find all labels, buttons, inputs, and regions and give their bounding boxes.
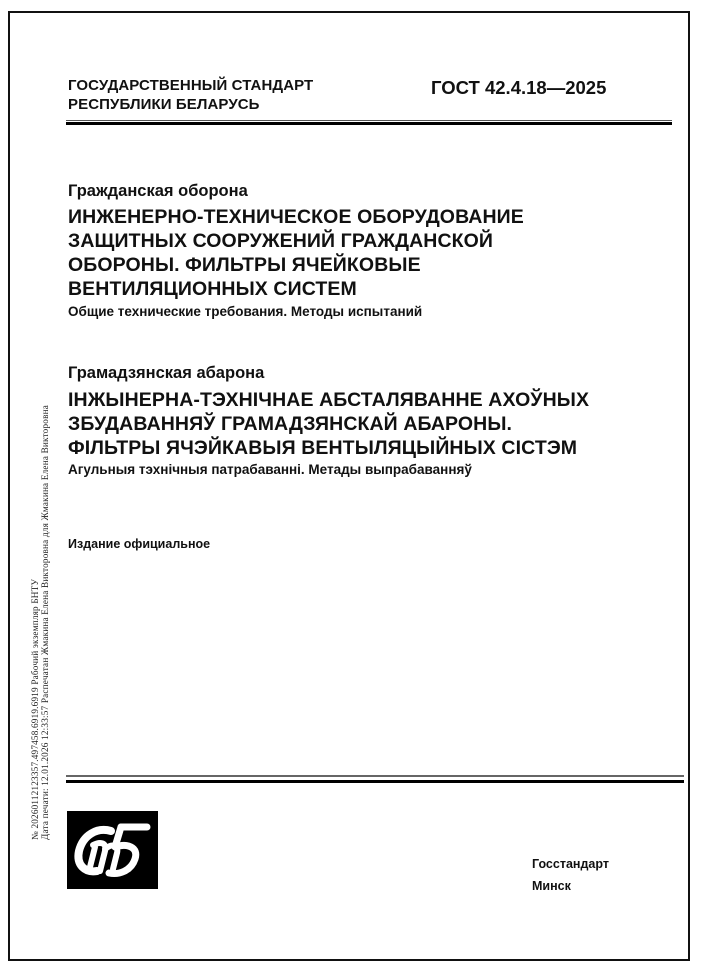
russian-title-line: ВЕНТИЛЯЦИОННЫХ СИСТЕМ — [68, 278, 357, 300]
watermark-line-2: Дата печати: 12.01.2026 12:33:57 Распечатан Жмакина Елена Викторовна для Жмакина Елена Викторовна — [40, 405, 50, 840]
russian-title-line: ОБОРОНЫ. ФИЛЬТРЫ ЯЧЕЙКОВЫЕ — [68, 254, 421, 276]
belarusian-title-line: ЗБУДАВАННЯЎ ГРАМАДЗЯНСКАЙ АБАРОНЫ. — [68, 413, 513, 435]
russian-title — [68, 205, 524, 301]
footer-divider-thick — [66, 780, 684, 783]
publisher-name: Госстандарт — [532, 857, 609, 871]
publisher-block — [532, 853, 609, 897]
belarusian-title-line: ФІЛЬТРЫ ЯЧЭЙКАВЫЯ ВЕНТЫЛЯЦЫЙНЫХ СІСТЭМ — [68, 437, 578, 459]
issuer-line-2: РЕСПУБЛИКИ БЕЛАРУСЬ — [68, 96, 260, 113]
issuer-block — [68, 76, 313, 114]
publisher-city: Минск — [532, 879, 571, 893]
belarusian-title-line: ІНЖЫНЕРНА-ТЭХНІЧНАЕ АБСТАЛЯВАННЕ АХОЎНЫХ — [68, 389, 590, 411]
official-edition-label: Издание официальное — [68, 537, 211, 551]
belarusian-subtitle: Агульныя тэхнічныя патрабаванні. Метады выпрабаванняў — [68, 462, 472, 477]
gosstandart-logo-icon — [67, 811, 158, 889]
issuer-line-1: ГОСУДАРСТВЕННЫЙ СТАНДАРТ — [68, 77, 314, 94]
header-divider-thick — [66, 122, 672, 125]
russian-subtitle: Общие технические требования. Методы испытаний — [68, 304, 423, 319]
watermark-line-1: № 20260112123357.497458.6919.6919 Рабочий экземпляр БНТУ — [30, 578, 40, 840]
russian-title-line: ЗАЩИТНЫХ СООРУЖЕНИЙ ГРАЖДАНСКОЙ — [68, 230, 494, 252]
russian-title-line: ИНЖЕНЕРНО-ТЕХНИЧЕСКОЕ ОБОРУДОВАНИЕ — [68, 206, 524, 228]
footer-divider-thin — [66, 775, 684, 777]
belarusian-title — [68, 388, 589, 460]
print-watermark — [30, 405, 50, 840]
header-divider-thin — [66, 120, 672, 121]
standard-number: ГОСТ 42.4.18—2025 — [431, 77, 607, 98]
belarusian-section-label: Грамадзянская абарона — [68, 364, 265, 382]
russian-section-label: Гражданская оборона — [68, 182, 248, 200]
